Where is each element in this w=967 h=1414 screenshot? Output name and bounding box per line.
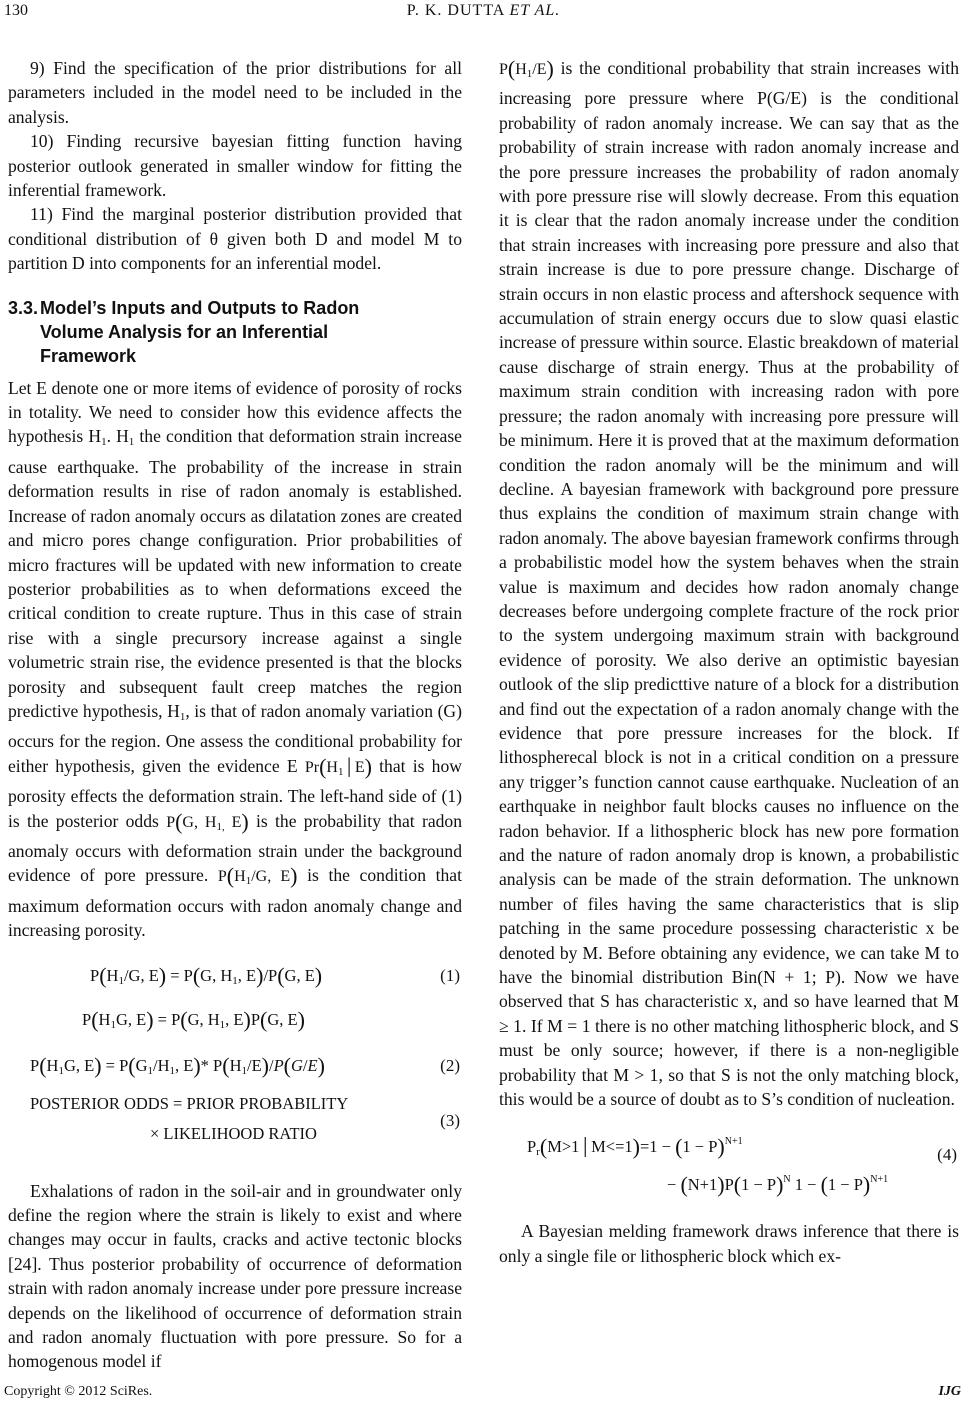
running-head-author: P. K. DUTTA bbox=[406, 2, 505, 19]
math-inline-p-g-h1-e: P(G, $H_{1,}$ E) bbox=[166, 808, 249, 834]
equation-3-line-1: POSTERIOR ODDS = PRIOR PROBABILITY bbox=[30, 1093, 349, 1113]
equation-4: $P_r(M>1│M<=1)=1 - (1 - P)^{N+1}$ − $(N+1)P(1 - P)^N$ $1 - (1 - P)^{N+1}$ (4) bbox=[527, 1134, 957, 1198]
running-head bbox=[0, 2, 967, 20]
page-header bbox=[0, 0, 967, 22]
math-inline-p-h1-g-e: $P(H_1/G$, E) bbox=[217, 863, 298, 889]
section-number: 3.3. bbox=[8, 297, 39, 318]
section-heading bbox=[8, 296, 462, 368]
equation-2-number: (2) bbox=[440, 1055, 460, 1075]
list-item-10: 10) Finding recursive bayesian fitting function having posterior outlook generated in smaller window for fitting the inferential framework. bbox=[8, 131, 462, 201]
running-head-et-al: ET AL. bbox=[509, 2, 561, 19]
equation-3-number: (3) bbox=[440, 1110, 460, 1130]
equation-4-number: (4) bbox=[937, 1145, 957, 1165]
section-title-line-2: Volume Analysis for an Inferential bbox=[40, 321, 329, 342]
math-inline-p-h1-e: $P(H_1/E)$ bbox=[499, 56, 554, 81]
paragraph-conditional-probability: $P(H_1/E)$ is the conditional probability that strain increases with increasing pore pressure where P(G/E) is the conditional probability of radon anomaly increase. We can say that as the probability of strain increase with radon anomaly increase and the pore pressure increases the probability of radon anomaly with pore pressure rise will slowly decrease. From this equation it is clear that the radon anomaly increase under the condition that strain increases with increasing pore pressure and also that strain increase is due to pore pressure change. Discharge of strain occurs in non elastic process and aftershock sequence with accumulation of strain energy occurs due to slow quasi elastic increase of pressure within source. Elastic breakdown of material cause discharge of strain energy. Thus at the probability of maximum strain condition with increasing radon with pore pressure; the radon anomaly with increasing pore pressure will be minimum. Here it is proved that at the maximum deformation condition the radon anomaly will be the minimum and will decline. A bayesian framework with background pore pressure thus explains the condition of maximum strain change with radon anomaly. The above bayesian framework confirms through a probabilistic model how the system behaves when the strain value is maximum and decides how radon anomaly change decreases before undergoing complete fracture of the rock prior to the system undergoing maximum strain with background evidence of porosity. We also derive an optimistic bayesian outlook of the slip predicttive nature of a block for a distribution and find out the expectation of a radon anomaly change with the evidence that pore pressure increases for the block. If lithospherecal block is not in a critical condition on a pressure any trigger’s function cannot cause earthquake. Nucleation of an earthquake in neighbor fault blocks causes no influence on the radon behavior. If a lithospheric block has new pore formation and the nature of radon anomaly drop is known, a probabilistic analysis can be made of the strain deformation. The unknown number of files having the same characteristics that is slip patching in the same procedure possessing characteristic x be denoted by M. Before obtaining any evidence, we can take M to have the binomial distribution Bin(N + 1; P). Now we have observed that S has characteristic x, and so have learned that M ≥ 1. If M = 1 there is no other matching lithospheric block, and S must be only source; however, if there is a non-negligible probability that M > 1, so that S is not the only matching block, this would be a source of doubt as to S’s condition of nucleation. bbox=[499, 56, 959, 1110]
journal-name: IJG bbox=[938, 1384, 961, 1399]
left-column bbox=[8, 56, 462, 1374]
copyright: Copyright © 2012 SciRes. bbox=[4, 1384, 153, 1399]
page-number: 130 bbox=[4, 2, 28, 19]
page-footer bbox=[0, 1384, 967, 1408]
equation-2: $P(H_1G$, $E) = P(G_1/H_1$, E)* $P(H_1/E)/P(G/E)$ (2) bbox=[8, 1047, 462, 1085]
math-inline-pr-h1-e: $Pr(H_1│E)$ bbox=[304, 753, 372, 779]
list-item-9: 9) Find the specification of the prior distributions for all parameters included in the model need to be included in the analysis. bbox=[8, 58, 462, 127]
equation-3 bbox=[8, 1089, 462, 1161]
equation-3-line-2: × LIKELIHOOD RATIO bbox=[150, 1123, 317, 1143]
paragraph-exhalations: Exhalations of radon in the soil-air and in groundwater only define the region where the strain is likely to exist and where changes may occur in faults, cracks and active tectonic blocks [24]. Thus posterior probability of occurrence of deformation strain with radon anomaly increase under pore pressure increase depends on the likelihood of occurrence of deformation strain and radon anomaly fluctuation with pore pressure. So for a homogenous model if bbox=[8, 1180, 462, 1372]
section-title-line-1: Model’s Inputs and Outputs to Radon bbox=[40, 297, 360, 318]
paragraph-bayesian-melding: A Bayesian melding framework draws inference that there is only a single file or lithospheric block which ex- bbox=[499, 1221, 959, 1266]
paragraph-evidence: Let E denote one or more items of evidence of porosity of rocks in totality. We need to consider how this evidence affects the hypothesis $H_1$. $H_1$ the condition that deformation strain increase cause earthquake. The probability of the increase in strain deformation results in rise of radon anomaly is established. Increase of radon anomaly occurs as dilatation zones are created and micro pores change configuration. Prior probabilities of micro fractures will be updated with new information to create posterior probabilities as to when deformations exceed the critical condition to create rupture. Thus in this case of strain rise with a single precursory increase against a single volumetric strain rise, the evidence presented is that the blocks porosity and subsequent fault creep matches the region predictive hypothesis, $H_1$, is that of radon anomaly variation (G) occurs for the region. One assess the conditional probability for either hypothesis, given the evidence E $Pr(H_1│E)$ that is how porosity effects the deformation strain. The left-hand side of (1) is the posterior odds P(G, $H_{1,}$ E) is the probability that radon anomaly occurs with deformation strain under the background evidence of pore pressure. $P(H_1/G$, E) is the condition that maximum deformation occurs with radon anomaly change and increasing porosity. bbox=[8, 377, 463, 941]
list-item-11: 11) Find the marginal posterior distribution provided that conditional distribution of θ given both D and model M to partition D into components for an inferential model. bbox=[8, 204, 462, 274]
right-column bbox=[499, 56, 959, 1268]
equation-1-number: (1) bbox=[440, 965, 460, 985]
section-title-line-3: Framework bbox=[40, 345, 137, 366]
equation-1: $P(H_1/G$, E) = P(G, $H_1$, E)/P(G, E) (1) $P(H_1G$, E) = P(G, $H_1$, E)P(G, E) bbox=[8, 957, 462, 1039]
